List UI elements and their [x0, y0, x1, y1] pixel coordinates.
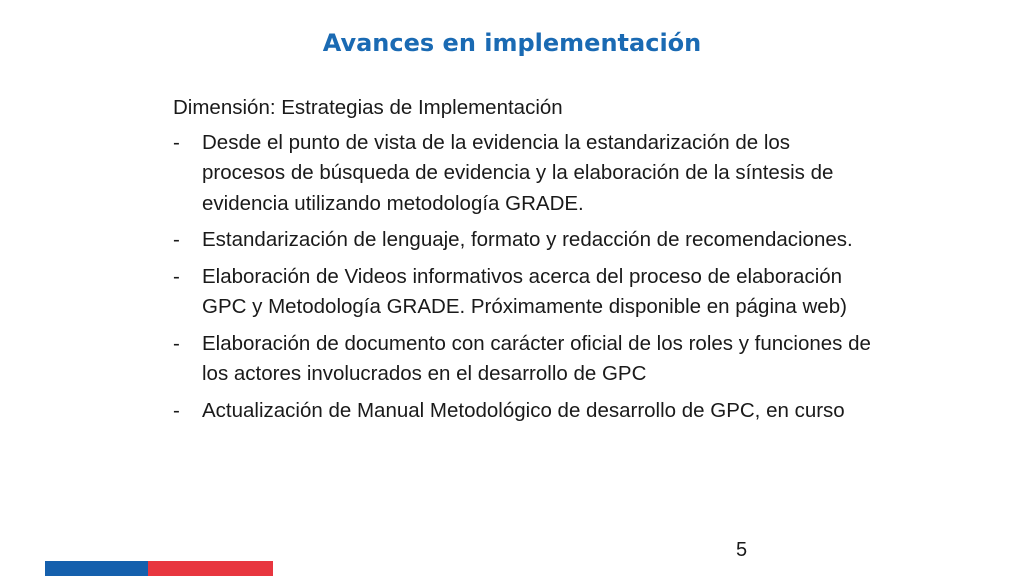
slide-title: Avances en implementación [322, 29, 702, 57]
bullet-marker: - [173, 331, 180, 355]
footer-bar-blue [45, 561, 148, 576]
slide-content [173, 93, 873, 432]
bullet-item [173, 225, 873, 256]
bullet-item [173, 329, 873, 390]
page-number: 5 [736, 539, 748, 561]
bullet-marker: - [173, 228, 180, 251]
bullet-item [173, 262, 873, 323]
bullet-text: Actualización de Manual Metodológico de desarrollo de GPC, en curso [202, 398, 845, 422]
footer-color-bar [45, 561, 273, 576]
section-heading: Dimensión: Estrategias de Implementación [173, 96, 563, 119]
bullet-marker: - [173, 398, 180, 422]
bullet-item [173, 128, 873, 220]
bullet-text: Estandarización de lenguaje, formato y redacción de recomendaciones. [202, 228, 853, 251]
footer-bar-red [148, 561, 273, 576]
bullet-marker: - [173, 264, 180, 288]
bullet-list [173, 128, 873, 427]
bullet-text: Elaboración de Videos informativos acerca del proceso de elaboración GPC y Metodología GRADE. Próximamente disponible en página web) [202, 264, 847, 318]
bullet-text: Elaboración de documento con carácter oficial de los roles y funciones de los actores involucrados en el desarrollo de GPC [202, 331, 871, 385]
bullet-item [173, 396, 873, 427]
bullet-text: Desde el punto de vista de la evidencia la estandarización de los procesos de búsqueda de evidencia y la elaboración de la síntesis de evidencia utilizando metodología GRADE. [202, 130, 834, 215]
bullet-marker: - [173, 130, 180, 154]
